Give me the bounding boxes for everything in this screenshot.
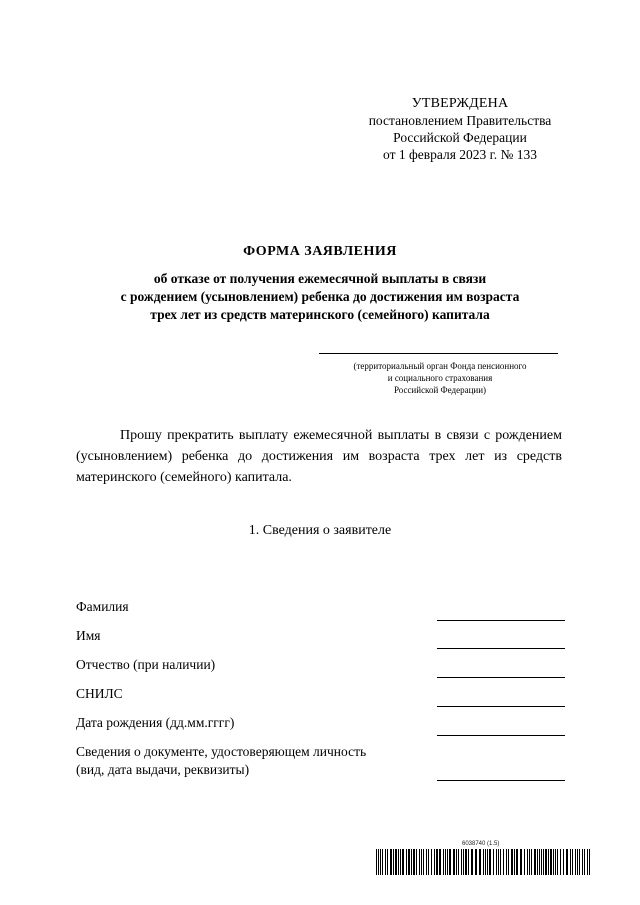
field-label-id-document-details: (вид, дата выдачи, реквизиты) (76, 762, 250, 777)
form-title: ФОРМА ЗАЯВЛЕНИЯ (243, 244, 397, 259)
field-label-patronymic: Отчество (при наличии) (76, 657, 216, 672)
barcode-number: 6038740 (1.5) (462, 841, 500, 847)
barcode-icon (376, 849, 590, 875)
surname-fill-line[interactable] (437, 620, 565, 621)
approval-line-2: Российской Федерации (393, 130, 527, 145)
form-subtitle (60, 270, 580, 324)
birth-date-fill-line[interactable] (437, 735, 565, 736)
field-label-birth-date: Дата рождения (дд.мм.гггг) (76, 715, 235, 730)
field-label-id-document: Сведения о документе, удостоверяющем личность (76, 744, 367, 759)
id-document-fill-line[interactable] (437, 780, 565, 781)
organ-fill-line[interactable] (319, 353, 558, 354)
request-paragraph (76, 425, 562, 488)
approval-block (330, 95, 590, 163)
approval-line-1: постановлением Правительства (368, 113, 552, 128)
snils-fill-line[interactable] (437, 706, 565, 707)
patronymic-fill-line[interactable] (437, 677, 565, 678)
approval-line-3: от 1 февраля 2023 г. № 133 (383, 147, 537, 162)
organ-caption-line-3: Российской Федерации) (393, 385, 487, 395)
field-label-surname: Фамилия (76, 599, 129, 614)
organ-caption-line-2: и социального страхования (387, 373, 493, 383)
approval-heading: УТВЕРЖДЕНА (411, 96, 509, 111)
form-subtitle-line-3: трех лет из средств материнского (семейного) капитала (150, 307, 490, 322)
form-subtitle-line-1: об отказе от получения ежемесячной выплаты в связи (153, 271, 487, 286)
organ-caption-line-1: (территориальный орган Фонда пенсионного (353, 361, 527, 371)
section-1-title: 1. Сведения о заявителе (248, 523, 392, 538)
field-label-snils: СНИЛС (76, 686, 123, 701)
form-subtitle-line-2: с рождением (усыновлением) ребенка до достижения им возраста (120, 289, 520, 304)
field-label-name: Имя (76, 628, 101, 643)
request-text: Прошу прекратить выплату ежемесячной выплаты в связи с рождением (усыновлением) ребенка до достижения им возраста трех лет из средств материнского (семейного) капитала. (76, 428, 562, 485)
name-fill-line[interactable] (437, 648, 565, 649)
organ-caption (320, 360, 560, 396)
